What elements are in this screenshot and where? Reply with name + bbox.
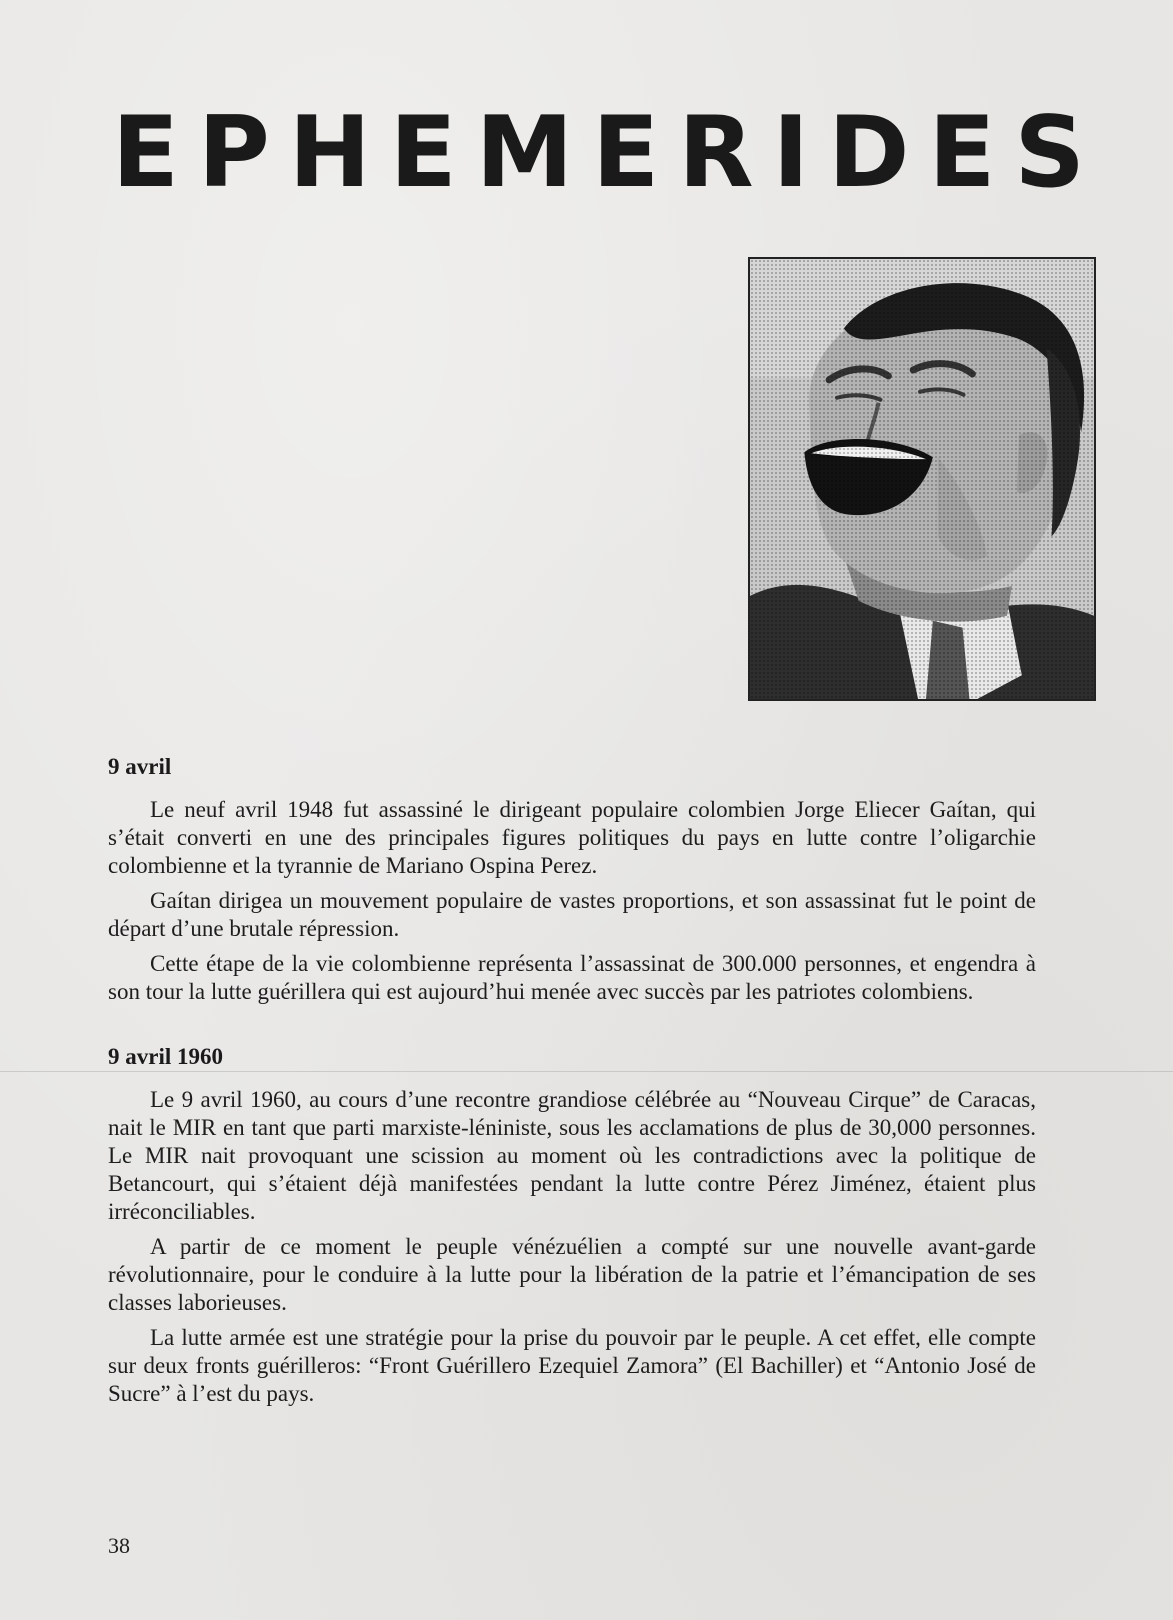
paragraph: A partir de ce moment le peuple vénézuélien a compté sur une nouvelle avant-garde révolutionnaire, pour le conduire à la lutte pour la libération de la patrie et l’émancipation de ses classes laborieuses. <box>108 1234 1036 1315</box>
paragraph: Le neuf avril 1948 fut assassiné le dirigeant populaire colombien Jorge Eliecer Gaítan, qui s’était converti en une des principales figures politiques du pays en lutte contre l’oligarchie colombienne et la tyrannie de Mariano Ospina Perez. <box>108 797 1036 878</box>
portrait-photo <box>748 257 1096 701</box>
paragraph: Gaítan dirigea un mouvement populaire de vastes proportions, et son assassinat fut le point de départ d’une brutale répression. <box>108 888 1036 941</box>
portrait-illustration <box>750 259 1094 699</box>
page-number: 38 <box>108 1533 130 1558</box>
section-9-avril <box>108 752 1036 1006</box>
article-body <box>108 752 1036 1408</box>
paragraph: Le 9 avril 1960, au cours d’une recontre grandiose célébrée au “Nouveau Cirque” de Caracas, nait le MIR en tant que parti marxiste-léniniste, sous les acclamations de plus de 30,000 personnes. Le MIR nait provoquant une scission au moment où les contradictions avec la politique de Betancourt, qui s’étaient déjà manifestées pendant la lutte contre Pérez Jiménez, étaient plus irréconciliables. <box>108 1087 1036 1224</box>
paragraph: La lutte armée est une stratégie pour la prise du pouvoir par le peuple. A cet effet, elle compte sur deux fronts guérilleros: “Front Guérillero Ezequiel Zamora” (El Bachiller) et “Antonio José de Sucre” à l’est du pays. <box>108 1325 1036 1406</box>
page-title: EPHEMERIDES <box>112 96 1104 210</box>
section-heading: 9 avril 1960 <box>108 1044 223 1069</box>
paragraph: Cette étape de la vie colombienne représenta l’assassinat de 300.000 personnes, et engendra à son tour la lutte guérillera qui est aujourd’hui menée avec succès par les patriotes colombiens. <box>108 951 1036 1004</box>
section-9-avril-1960 <box>108 1042 1036 1408</box>
section-heading: 9 avril <box>108 754 172 779</box>
